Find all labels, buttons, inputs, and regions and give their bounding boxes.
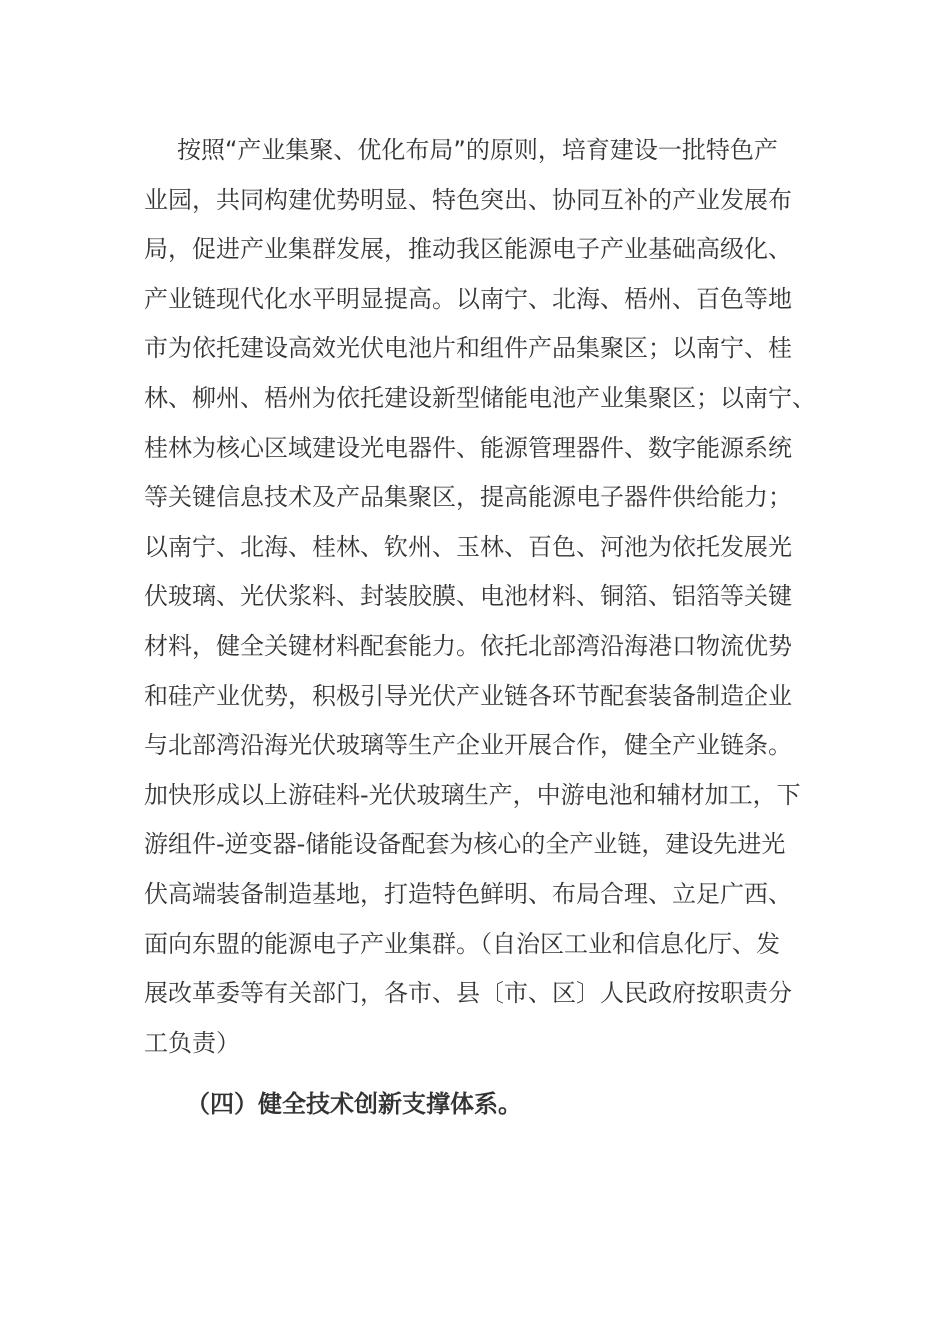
paragraph-line: 游组件-逆变器-储能设备配套为核心的全产业链，建设先进光 bbox=[144, 830, 786, 859]
section-heading: （四）健全技术创新支撑体系。 bbox=[186, 1090, 522, 1118]
paragraph-line: 伏玻璃、光伏浆料、封装胶膜、电池材料、铜箔、铝箔等关键 bbox=[144, 582, 792, 611]
paragraph-line: 工负责） bbox=[144, 1028, 240, 1057]
paragraph-line: 面向东盟的能源电子产业集群。（自治区工业和信息化厅、发 bbox=[144, 929, 780, 958]
paragraph-line: 以南宁、北海、桂林、钦州、玉林、百色、河池为依托发展光 bbox=[144, 532, 792, 561]
paragraph-line: 和硅产业优势，积极引导光伏产业链各环节配套装备制造企业 bbox=[144, 681, 792, 710]
paragraph-line: 局，促进产业集群发展，推动我区能源电子产业基础高级化、 bbox=[144, 235, 792, 264]
paragraph-line: 展改革委等有关部门，各市、县〔市、区〕人民政府按职责分 bbox=[144, 979, 792, 1008]
paragraph-line: 材料，健全关键材料配套能力。依托北部湾沿海港口物流优势 bbox=[144, 631, 792, 660]
paragraph-line: 与北部湾沿海光伏玻璃等生产企业开展合作，健全产业链条。 bbox=[144, 731, 792, 760]
paragraph-line: 桂林为核心区域建设光电器件、能源管理器件、数字能源系统 bbox=[144, 433, 792, 462]
paragraph-line: 市为依托建设高效光伏电池片和组件产品集聚区；以南宁、桂 bbox=[144, 334, 792, 363]
paragraph-line: 伏高端装备制造基地，打造特色鲜明、布局合理、立足广西、 bbox=[144, 879, 792, 908]
paragraph-line: 等关键信息技术及产品集聚区，提高能源电子器件供给能力； bbox=[144, 483, 792, 512]
paragraph-line: 加快形成以上游硅料-光伏玻璃生产，中游电池和辅材加工，下 bbox=[144, 780, 801, 809]
body-paragraph bbox=[144, 126, 824, 1068]
paragraph-line: 业园，共同构建优势明显、特色突出、协同互补的产业发展布 bbox=[144, 185, 792, 214]
paragraph-line: 按照“产业集聚、优化布局”的原则，培育建设一批特色产 bbox=[177, 136, 778, 164]
paragraph-line: 林、柳州、梧州为依托建设新型储能电池产业集聚区；以南宁、 bbox=[144, 383, 816, 412]
paragraph-line: 产业链现代化水平明显提高。以南宁、北海、梧州、百色等地 bbox=[144, 284, 792, 313]
